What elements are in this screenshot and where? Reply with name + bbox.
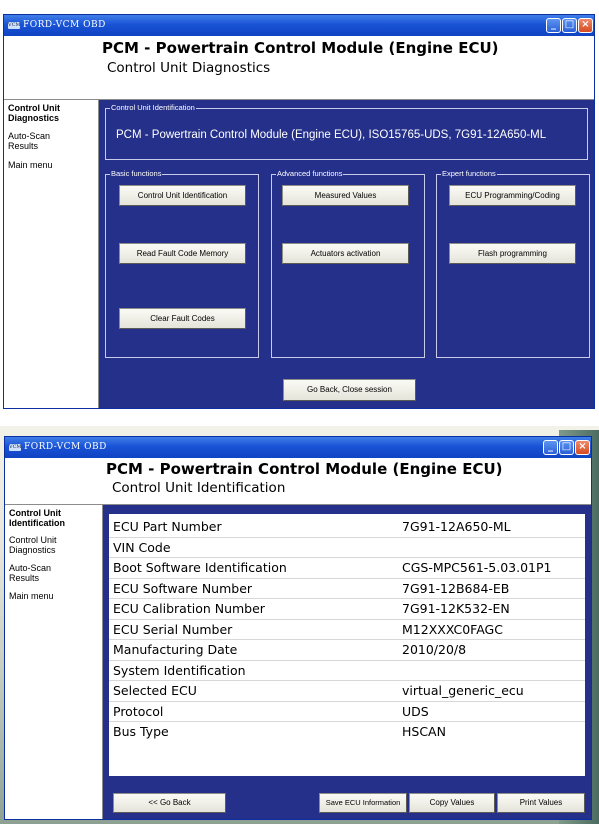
main-panel <box>99 100 595 409</box>
group-label: Control Unit Identification <box>111 103 195 112</box>
table-row <box>109 619 585 641</box>
row-name: ECU Software Number <box>113 580 253 596</box>
button-label: Save ECU Information <box>325 798 401 807</box>
copy-values-button[interactable] <box>409 793 495 813</box>
button-label: Copy Values <box>429 798 475 807</box>
go-back-close-session-button[interactable] <box>283 379 416 401</box>
minimize-button[interactable]: _ <box>543 440 558 455</box>
table-row <box>109 537 585 559</box>
sidebar-item-control-unit-identification[interactable]: Control Unit Identification <box>9 508 65 528</box>
button-label: Print Values <box>519 798 563 807</box>
row-value: UDS <box>402 703 429 719</box>
window-titlebar[interactable] <box>5 437 591 458</box>
app-icon: VCM <box>9 444 22 450</box>
ecu-programming-coding-button[interactable] <box>449 185 576 206</box>
sidebar <box>5 505 103 820</box>
button-label: ECU Programming/Coding <box>465 191 560 200</box>
row-value: HSCAN <box>402 724 446 739</box>
expert-functions-group <box>436 169 590 358</box>
page-title: PCM - Powertrain Control Module (Engine ECU) <box>106 460 503 478</box>
table-row <box>109 557 585 579</box>
row-value: 2010/20/8 <box>402 642 467 657</box>
window-title: FORD-VCM OBD <box>23 20 106 30</box>
go-back-button[interactable] <box>113 793 226 813</box>
table-row <box>109 578 585 600</box>
row-name: ECU Calibration Number <box>113 601 265 616</box>
button-label: Go Back, Close session <box>307 385 392 394</box>
group-label: Expert functions <box>442 169 496 178</box>
sidebar-item-control-unit-diagnostics[interactable]: Control Unit Diagnostics <box>8 103 60 123</box>
row-value: 7G91-12K532-EN <box>402 601 510 616</box>
row-value: 7G91-12B684-EB <box>402 580 510 596</box>
identification-window <box>4 436 592 820</box>
close-button[interactable]: × <box>575 440 590 455</box>
window-title: FORD-VCM OBD <box>24 442 107 452</box>
minimize-button[interactable]: _ <box>546 18 561 33</box>
button-label: Actuators activation <box>310 249 381 258</box>
row-name: ECU Serial Number <box>113 621 233 637</box>
maximize-button[interactable]: □ <box>559 440 574 455</box>
row-name: Boot Software Identification <box>113 560 287 575</box>
clear-fault-codes-button[interactable] <box>119 308 246 329</box>
table-row <box>109 598 585 620</box>
sidebar <box>4 100 99 409</box>
row-name: System Identification <box>113 662 246 678</box>
row-name: ECU Part Number <box>113 519 222 534</box>
maximize-button[interactable]: □ <box>562 18 577 33</box>
row-name: Selected ECU <box>113 683 197 698</box>
table-row <box>109 660 585 682</box>
main-panel <box>103 505 592 820</box>
control-unit-identification-button[interactable] <box>119 185 246 206</box>
row-value: CGS-MPC561-5.03.01P1 <box>402 560 552 575</box>
identification-table <box>109 514 585 776</box>
row-name: Bus Type <box>113 724 169 739</box>
button-label: Flash programming <box>478 249 547 258</box>
row-name: VIN Code <box>113 539 171 555</box>
group-label: Advanced functions <box>277 169 343 178</box>
print-values-button[interactable] <box>497 793 585 813</box>
table-row <box>109 639 585 661</box>
sidebar-item-auto-scan-results[interactable]: Auto-Scan Results <box>8 131 51 151</box>
app-icon: VCM <box>8 22 21 28</box>
row-name: Protocol <box>113 703 164 719</box>
button-label: << Go Back <box>148 798 191 807</box>
sidebar-item-main-menu[interactable]: Main menu <box>9 591 54 601</box>
sidebar-item-main-menu[interactable]: Main menu <box>8 160 53 170</box>
group-label: Basic functions <box>111 169 162 178</box>
save-ecu-information-button[interactable] <box>319 793 407 813</box>
page-subtitle: Control Unit Identification <box>112 480 286 496</box>
table-row <box>109 516 585 538</box>
table-row <box>109 701 585 723</box>
diagnostics-window <box>3 14 595 409</box>
row-name: Manufacturing Date <box>113 642 238 657</box>
row-value: M12XXXC0FAGC <box>402 621 503 637</box>
advanced-functions-group <box>271 169 425 358</box>
button-label: Read Fault Code Memory <box>136 249 229 258</box>
page-title: PCM - Powertrain Control Module (Engine ECU) <box>102 39 499 57</box>
window-titlebar[interactable] <box>4 15 594 36</box>
sidebar-item-auto-scan-results[interactable]: Auto-Scan Results <box>9 563 52 583</box>
sidebar-item-control-unit-diagnostics[interactable]: Control Unit Diagnostics <box>9 535 57 555</box>
table-row <box>109 721 585 742</box>
identification-text: PCM - Powertrain Control Module (Engine ECU), ISO15765-UDS, 7G91-12A650-ML <box>116 129 547 141</box>
flash-programming-button[interactable] <box>449 243 576 264</box>
page-header <box>4 36 594 100</box>
page-header <box>5 458 591 505</box>
button-label: Control Unit Identification <box>137 191 228 200</box>
measured-values-button[interactable] <box>282 185 409 206</box>
actuators-activation-button[interactable] <box>282 243 409 264</box>
button-label: Clear Fault Codes <box>150 314 215 323</box>
read-fault-code-memory-button[interactable] <box>119 243 246 264</box>
basic-functions-group <box>105 169 259 358</box>
page-subtitle: Control Unit Diagnostics <box>107 60 271 76</box>
table-row <box>109 680 585 702</box>
row-value: virtual_generic_ecu <box>402 683 524 698</box>
row-value: 7G91-12A650-ML <box>402 519 511 534</box>
button-label: Measured Values <box>314 191 377 200</box>
close-button[interactable]: × <box>578 18 593 33</box>
control-unit-identification-group <box>105 103 588 160</box>
